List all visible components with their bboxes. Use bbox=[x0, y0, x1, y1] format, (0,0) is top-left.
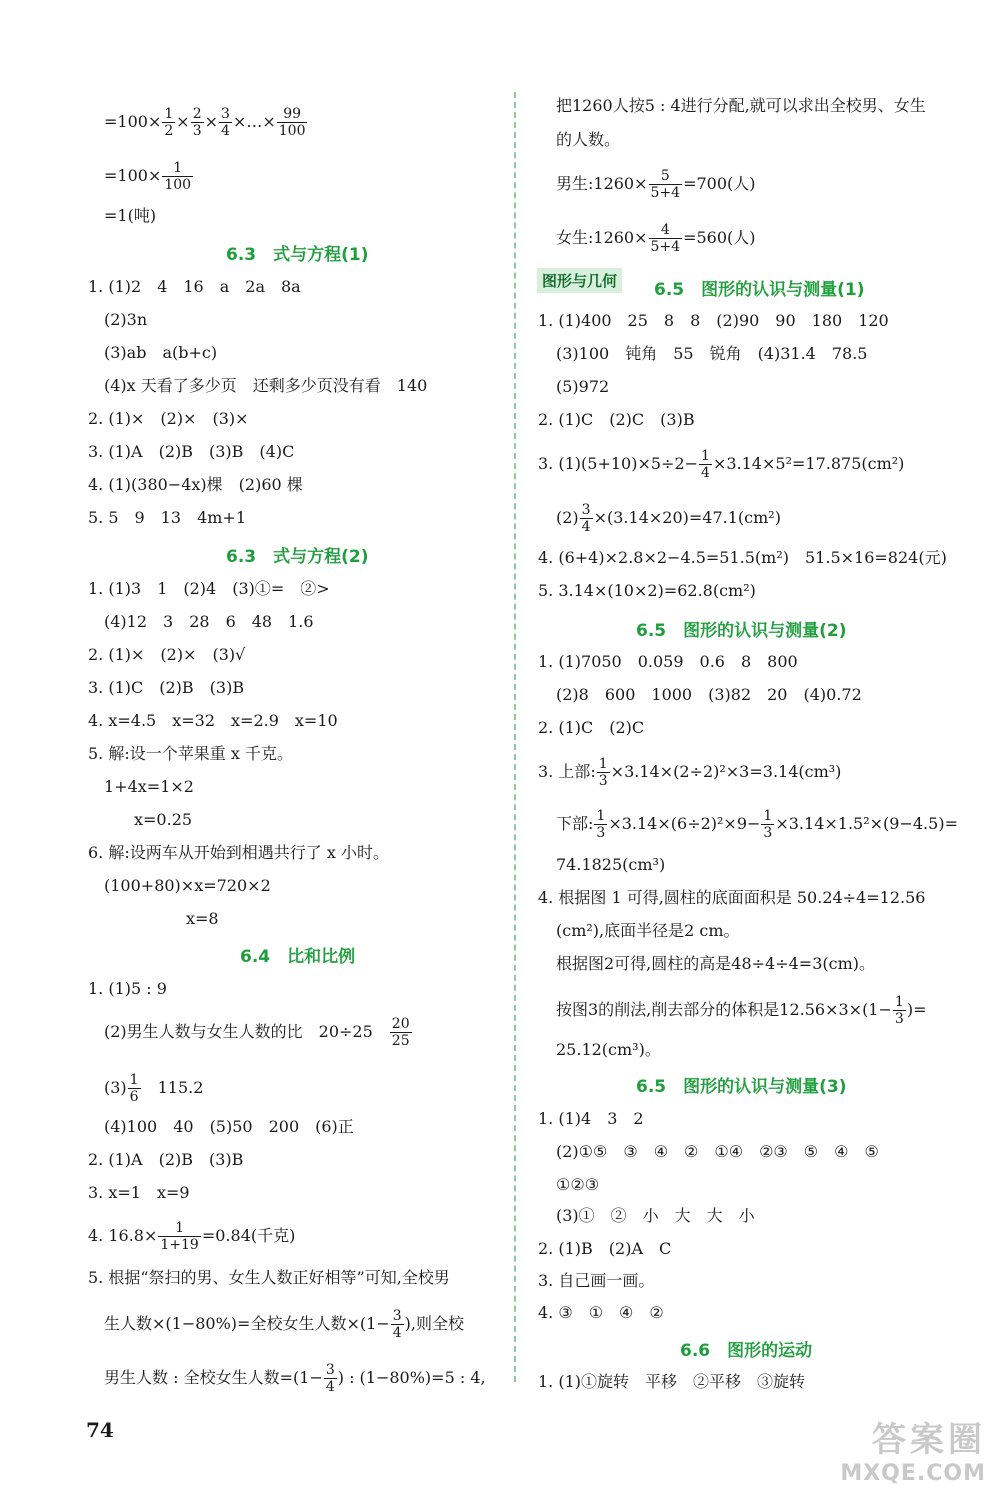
section-title-6-3-2: 6.3 式与方程(2) bbox=[226, 547, 369, 567]
answer-line: 3. 上部: $\frac{1}{3}$ ×3.14×(2÷2)²×3=3.14(cm³) bbox=[538, 756, 842, 789]
fraction: $\frac{3}{4}$ bbox=[581, 502, 591, 535]
answer-line: 4. x=4.5 x=32 x=2.9 x=10 bbox=[88, 711, 338, 730]
answer-line: (4)100 40 (5)50 200 (6)正 bbox=[104, 1117, 354, 1136]
watermark-logo bbox=[840, 1412, 986, 1486]
fraction: $\frac{1}{1+19}$ bbox=[160, 1220, 199, 1253]
answer-line: ①②③ bbox=[556, 1175, 600, 1194]
fraction: $\frac{1}{6}$ bbox=[129, 1072, 139, 1105]
answer-line: 1. (1)4 3 2 bbox=[538, 1109, 644, 1128]
fraction: $\frac{3}{4}$ bbox=[392, 1308, 402, 1341]
answer-line: 把1260人按5 : 4进行分配,就可以求出全校男、女生 bbox=[556, 96, 926, 115]
answer-line: (2)①⑤ ③ ④ ② ①④ ②③ ⑤ ④ ⑤ bbox=[556, 1142, 879, 1161]
answer-line: 2. (1)× (2)× (3)× bbox=[88, 409, 249, 428]
column-divider bbox=[514, 92, 516, 1382]
fraction: $\frac{4}{5+4}$ bbox=[650, 222, 681, 255]
answer-line: 2. (1)C (2)C (3)B bbox=[538, 410, 695, 429]
answer-line: (2) $\frac{3}{4}$ ×(3.14×20)=47.1(cm²) bbox=[556, 502, 781, 535]
fraction: $\frac{1}{3}$ bbox=[894, 994, 904, 1027]
section-title-6-3-1: 6.3 式与方程(1) bbox=[226, 245, 369, 265]
answer-line: 2. (1)× (2)× (3)√ bbox=[88, 645, 246, 664]
answer-line: 生人数×(1−80%)=全校女生人数×(1− $\frac{3}{4}$ ),则全校 bbox=[104, 1308, 464, 1341]
answer-line: 2. (1)C (2)C bbox=[538, 718, 645, 737]
answer-line: (2)8 600 1000 (3)82 20 (4)0.72 bbox=[556, 685, 862, 704]
answer-line: 4. (1)(380−4x)棵 (2)60 棵 bbox=[88, 475, 303, 494]
fraction: $\frac{1}{4}$ bbox=[701, 448, 710, 481]
answer-line: 25.12(cm³)。 bbox=[556, 1040, 661, 1059]
fraction: $\frac{3}{4}$ bbox=[325, 1362, 335, 1395]
answer-line: 的人数。 bbox=[556, 130, 621, 149]
answer-line: 5. 解:设一个苹果重 x 千克。 bbox=[88, 744, 293, 763]
section-tag: 图形与几何 bbox=[537, 268, 622, 293]
fraction: $\frac{99}{100}$ bbox=[278, 106, 306, 139]
answer-line: 5. 3.14×(10×2)=62.8(cm²) bbox=[538, 581, 756, 600]
section-title-6-5-2: 6.5 图形的认识与测量(2) bbox=[636, 621, 847, 641]
section-title-6-5-3: 6.5 图形的认识与测量(3) bbox=[636, 1077, 847, 1097]
answer-line: x=8 bbox=[186, 909, 219, 928]
answer-line: 1+4x=1×2 bbox=[104, 777, 194, 796]
answer-line: (4)12 3 28 6 48 1.6 bbox=[104, 612, 314, 631]
fraction: $\frac{5}{5+4}$ bbox=[650, 168, 681, 201]
answer-line: 74.1825(cm³) bbox=[556, 855, 666, 874]
page-number: 74 bbox=[86, 1418, 114, 1442]
answer-line: 3. (1)C (2)B (3)B bbox=[88, 678, 245, 697]
section-title-6-5-1: 6.5 图形的认识与测量(1) bbox=[654, 280, 865, 300]
answer-line: 1. (1)3 1 (2)4 (3)①= ②> bbox=[88, 579, 330, 598]
fraction: $\frac{1}{100}$ bbox=[164, 160, 192, 193]
answer-line: 5. 5 9 13 4m+1 bbox=[88, 508, 247, 527]
answer-line: 3. (1)A (2)B (3)B (4)C bbox=[88, 442, 295, 461]
fraction: $\frac{3}{4}$ bbox=[221, 106, 230, 139]
answer-line: (100+80)×x=720×2 bbox=[104, 876, 271, 895]
answer-line: (5)972 bbox=[556, 377, 610, 396]
answer-line: x=0.25 bbox=[134, 810, 193, 829]
answer-line: 4. 16.8× $\frac{1}{1+19}$ =0.84(千克) bbox=[88, 1220, 296, 1253]
fraction: $\frac{2}{3}$ bbox=[192, 106, 202, 139]
fraction: $\frac{1}{3}$ bbox=[598, 756, 608, 789]
answer-line: 4. 根据图 1 可得,圆柱的底面面积是 50.24÷4=12.56 bbox=[538, 888, 926, 907]
watermark-text: 答案圈 bbox=[872, 1420, 986, 1460]
answer-line: (2)男生人数与女生人数的比 20÷25 $\frac{20}{25}$ bbox=[104, 1016, 410, 1049]
text: =100× bbox=[104, 112, 162, 131]
answer-line: 按图3的削法,削去部分的体积是12.56×3×(1− $\frac{1}{3}$ )= bbox=[556, 994, 927, 1027]
answer-line: 6. 解:设两车从开始到相遇共行了 x 小时。 bbox=[88, 843, 389, 862]
answer-line: (3)100 钝角 55 锐角 (4)31.4 78.5 bbox=[556, 344, 868, 363]
fraction: $\frac{20}{25}$ bbox=[391, 1016, 410, 1049]
answer-line: 男生:1260× $\frac{5}{5+4}$ =700(人) bbox=[556, 168, 756, 201]
answer-line: (cm²),底面半径是2 cm。 bbox=[556, 921, 740, 940]
section-title-6-6: 6.6 图形的运动 bbox=[680, 1341, 813, 1361]
fraction: $\frac{1}{3}$ bbox=[596, 808, 606, 841]
answer-line: 4. (6+4)×2.8×2−4.5=51.5(m²) 51.5×16=824(元) bbox=[538, 548, 947, 567]
answer-line: 根据图2可得,圆柱的高是48÷4÷4=3(cm)。 bbox=[556, 954, 876, 973]
answer-line: 4. ③ ① ④ ② bbox=[538, 1303, 664, 1322]
answer-line: 2. (1)B (2)A C bbox=[538, 1239, 672, 1258]
calc-line-1: =100× $\frac{1}{2}$ × $\frac{2}{3}$ × $\frac{3}{4}$ ×…× $\frac{99}{100}$ bbox=[104, 106, 306, 139]
answer-line: (4)x 天看了多少页 还剩多少页没有看 140 bbox=[104, 376, 428, 395]
answer-line: 1. (1)7050 0.059 0.6 8 800 bbox=[538, 652, 798, 671]
answer-line: 1. (1)400 25 8 8 (2)90 90 180 120 bbox=[538, 311, 889, 330]
watermark-domain: MXQE.COM bbox=[840, 1461, 986, 1486]
answer-line: 2. (1)A (2)B (3)B bbox=[88, 1150, 244, 1169]
answer-line: (3)ab a(b+c) bbox=[104, 343, 218, 362]
answer-line: (3) $\frac{1}{6}$ 115.2 bbox=[104, 1072, 204, 1105]
answer-line: 3. 自己画一画。 bbox=[538, 1271, 655, 1290]
answer-line: 女生:1260× $\frac{4}{5+4}$ =560(人) bbox=[556, 222, 756, 255]
fraction: $\frac{1}{3}$ bbox=[763, 808, 773, 841]
answer-line: 5. 根据“祭扫的男、女生人数正好相等”可知,全校男 bbox=[88, 1268, 450, 1287]
answer-line: 3. (1)(5+10)×5÷2− $\frac{1}{4}$ ×3.14×5²=17.875(cm²) bbox=[538, 448, 905, 481]
answer-line: 1. (1)2 4 16 a 2a 8a bbox=[88, 277, 301, 296]
answer-line: (3)① ② 小 大 大 小 bbox=[556, 1206, 755, 1225]
calc-line-2: =100× $\frac{1}{100}$ bbox=[104, 160, 192, 193]
answer-line: 1. (1)5 : 9 bbox=[88, 979, 167, 998]
fraction: $\frac{1}{2}$ bbox=[164, 106, 174, 139]
answer-line: 男生人数 : 全校女生人数=(1− $\frac{3}{4}$ ) : (1−80%)=5 : 4, bbox=[104, 1362, 486, 1395]
answer-line: 1. (1)①旋转 平移 ②平移 ③旋转 bbox=[538, 1372, 806, 1391]
answer-line: 下部: $\frac{1}{3}$ ×3.14×(6÷2)²×9− $\frac{1}{3}$ ×3.14×1.5²×(9−4.5)= bbox=[556, 808, 958, 841]
calc-line-3: =1(吨) bbox=[104, 206, 157, 225]
answer-line: 3. x=1 x=9 bbox=[88, 1183, 190, 1202]
section-title-6-4: 6.4 比和比例 bbox=[240, 947, 356, 967]
answer-line: (2)3n bbox=[104, 310, 148, 329]
